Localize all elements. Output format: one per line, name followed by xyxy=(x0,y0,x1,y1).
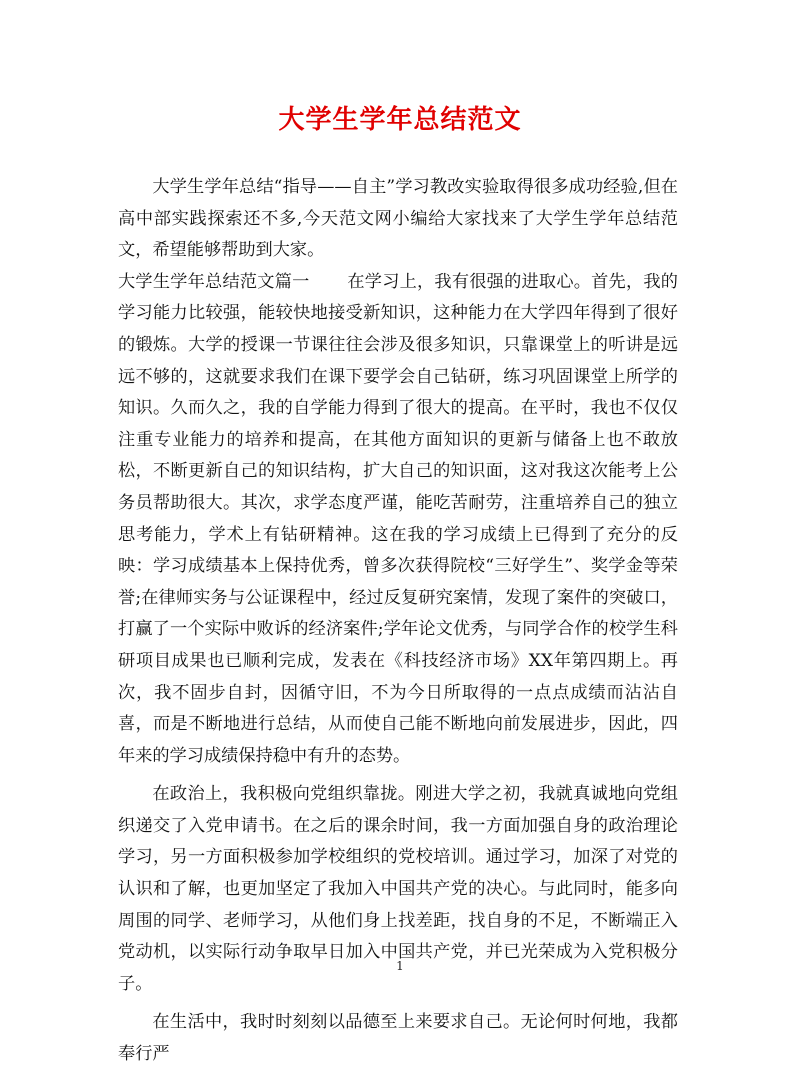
document-title: 大学生学年总结范文 xyxy=(278,105,522,135)
document-body xyxy=(118,172,678,1071)
politics-paragraph: 在政治上，我积极向党组织靠拢。刚进大学之初，我就真诚地向党组织递交了入党申请书。在之后的课余时间，我一方面加强自身的政治理论学习，另一方面积极参加学校组织的党校培训。通过学习，加深了对党的认识和了解，也更加坚定了我加入中国共产党的决心。与此同时，能多向周围的同学、老师学习，从他们身上找差距，找自身的不足，不断端正入党动机，以实际行动争取早日加入中国共产党，并已光荣成为入党积极分子。 xyxy=(118,784,678,994)
section-heading: 大学生学年总结范文篇一 xyxy=(118,271,310,292)
life-paragraph: 在生活中，我时时刻刻以品德至上来要求自己。无论何时何地，我都奉行严 xyxy=(118,1012,678,1065)
intro-paragraph: 大学生学年总结“指导——自主”学习教改实验取得很多成功经验,但在高中部实践探索还不多,今天范文网小编给大家找来了大学生学年总结范文，希望能够帮助到大家。 xyxy=(118,177,678,261)
section1-body: 在学习上，我有很强的进取心。首先，我的学习能力比较强，能较快地接受新知识，这种能力在大学四年得到了很好的锻炼。大学的授课一节课往往会涉及很多知识，只靠课堂上的听讲是远远不够的，这就要求我们在课下要学会自己钻研，练习巩固课堂上所学的知识。久而久之，我的自学能力得到了很大的提高。在平时，我也不仅仅注重专业能力的培养和提高，在其他方面知识的更新与储备上也不敢放松，不断更新自己的知识结构，扩大自己的知识面，这对我这次能考上公务员帮助很大。其次，求学态度严谨，能吃苦耐劳，注重培养自己的独立思考能力，学术上有钻研精神。这在我的学习成绩上已得到了充分的反映：学习成绩基本上保持优秀，曾多次获得院校“三好学生”、奖学金等荣誉;在律师实务与公证课程中，经过反复研究案情，发现了案件的突破口，打赢了一个实际中败诉的经济案件;学年论文优秀，与同学合作的校学生科研项目成果也已顺利完成，发表在《科技经济市场》XX年第四期上。再次，我不固步自封，因循守旧，不为今日所取得的一点点成绩而沾沾自喜，而是不断地进行总结，从而使自己能不断地向前发展进步，因此，四年来的学习成绩保持稳中有升的态势。 xyxy=(118,271,678,766)
section1-paragraph xyxy=(118,267,678,773)
page-number: 1 xyxy=(396,959,404,973)
